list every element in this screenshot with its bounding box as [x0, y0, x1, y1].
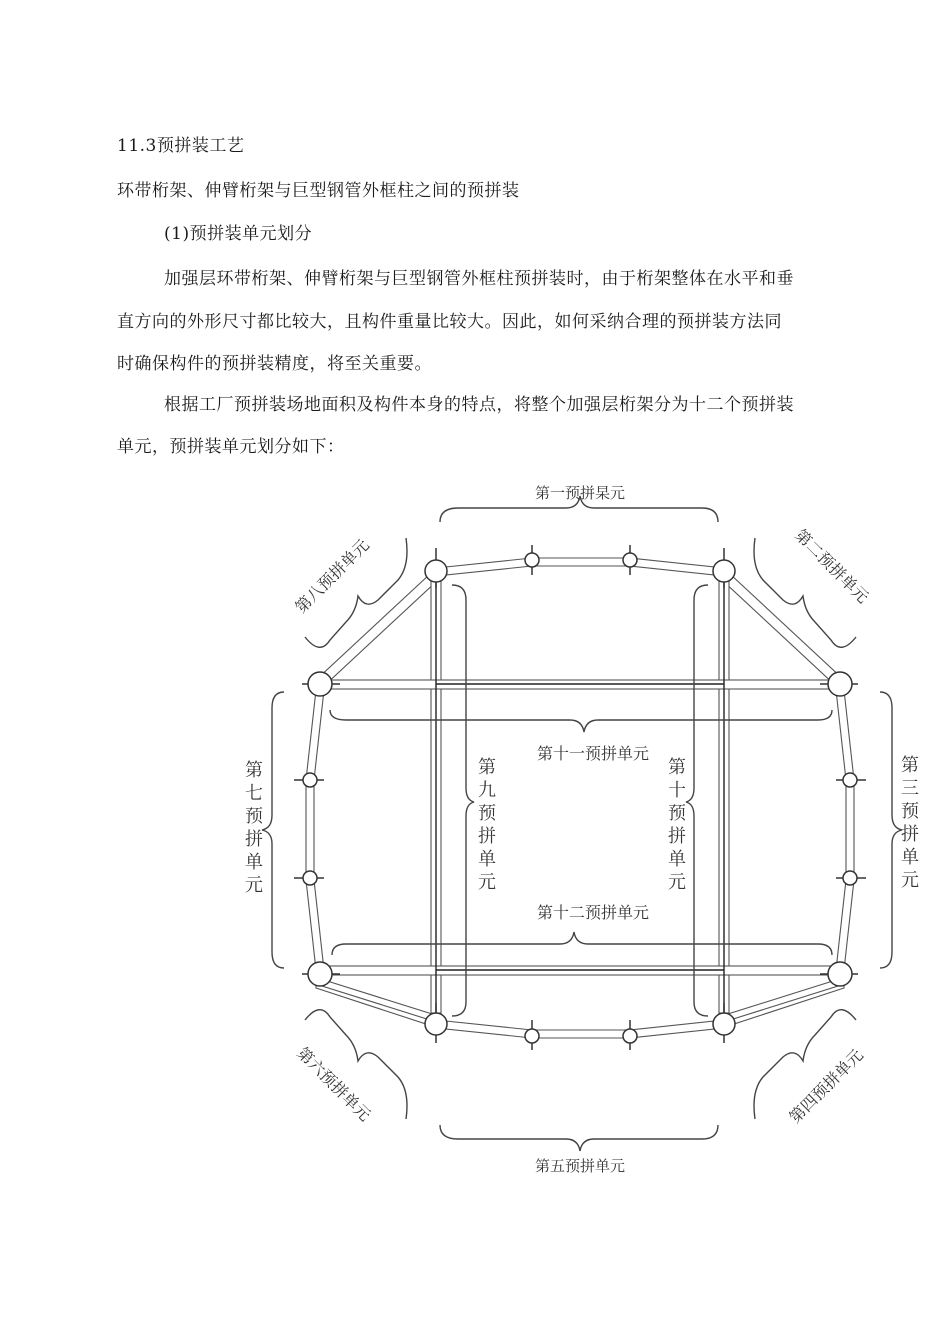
unit-braces [262, 496, 902, 1151]
svg-text:元: 元 [245, 875, 263, 896]
unit-11-label: 第十一预拼单元 [536, 744, 650, 763]
paragraph-2-line-1: 根据工厂预拼装场地面积及构件本身的特点，将整个加强层桁架分为十二个预拼装 [164, 395, 794, 415]
svg-text:预: 预 [901, 801, 919, 822]
svg-text:单: 单 [901, 847, 919, 868]
ring-truss [294, 545, 866, 1050]
section-heading: 11.3预拼装工艺 [117, 136, 245, 156]
unit-4-label: 第四预拼单元 [785, 1045, 867, 1127]
truss-unit-division-diagram [0, 460, 950, 1200]
paragraph-1-line-3: 时确保构件的预拼装精度，将至关重要。 [117, 354, 432, 374]
paragraph-2-line-2: 单元，预拼装单元划分如下： [117, 437, 345, 457]
unit-7-label [245, 760, 263, 896]
svg-text:拼: 拼 [245, 829, 263, 850]
paragraph-1-line-1: 加强层环带桁架、伸臂桁架与巨型钢管外框柱预拼装时，由于桁架整体在水平和垂 [164, 269, 794, 289]
svg-text:元: 元 [478, 872, 496, 893]
svg-text:九: 九 [478, 780, 496, 801]
svg-text:七: 七 [245, 783, 263, 804]
unit-6-label: 第六预拼单元 [293, 1043, 375, 1125]
svg-text:单: 单 [668, 849, 686, 870]
unit-9-label [478, 757, 496, 893]
svg-text:第: 第 [478, 757, 496, 778]
svg-text:三: 三 [901, 778, 919, 799]
svg-text:元: 元 [668, 872, 686, 893]
svg-text:单: 单 [245, 852, 263, 873]
unit-1-label: 第一预拼杲元 [534, 484, 626, 502]
svg-text:预: 预 [478, 803, 496, 824]
svg-text:预: 预 [668, 803, 686, 824]
unit-5-label: 第五预拼单元 [534, 1157, 626, 1175]
unit-12-label: 第十二预拼单元 [536, 903, 650, 922]
svg-text:拼: 拼 [668, 826, 686, 847]
svg-text:预: 预 [245, 806, 263, 827]
svg-text:单: 单 [478, 849, 496, 870]
unit-8-label: 第八预拼单元 [291, 535, 373, 617]
list-item-title: (1)预拼装单元划分 [164, 224, 313, 244]
svg-text:第: 第 [668, 757, 686, 778]
unit-3-label [901, 755, 919, 891]
unit-2-label: 第二预拼单元 [791, 525, 873, 607]
section-subheading: 环带桁架、伸臂桁架与巨型钢管外框柱之间的预拼装 [117, 181, 520, 201]
svg-text:拼: 拼 [478, 826, 496, 847]
svg-text:拼: 拼 [901, 824, 919, 845]
svg-text:元: 元 [901, 870, 919, 891]
svg-text:第: 第 [245, 760, 263, 781]
svg-text:十: 十 [668, 780, 686, 801]
paragraph-1-line-2: 直方向的外形尺寸都比较大，且构件重量比较大。因此，如何采纳合理的预拼装方法同 [117, 312, 782, 332]
svg-text:第: 第 [901, 755, 919, 776]
unit-labels [245, 484, 919, 1175]
unit-10-label [668, 757, 686, 893]
